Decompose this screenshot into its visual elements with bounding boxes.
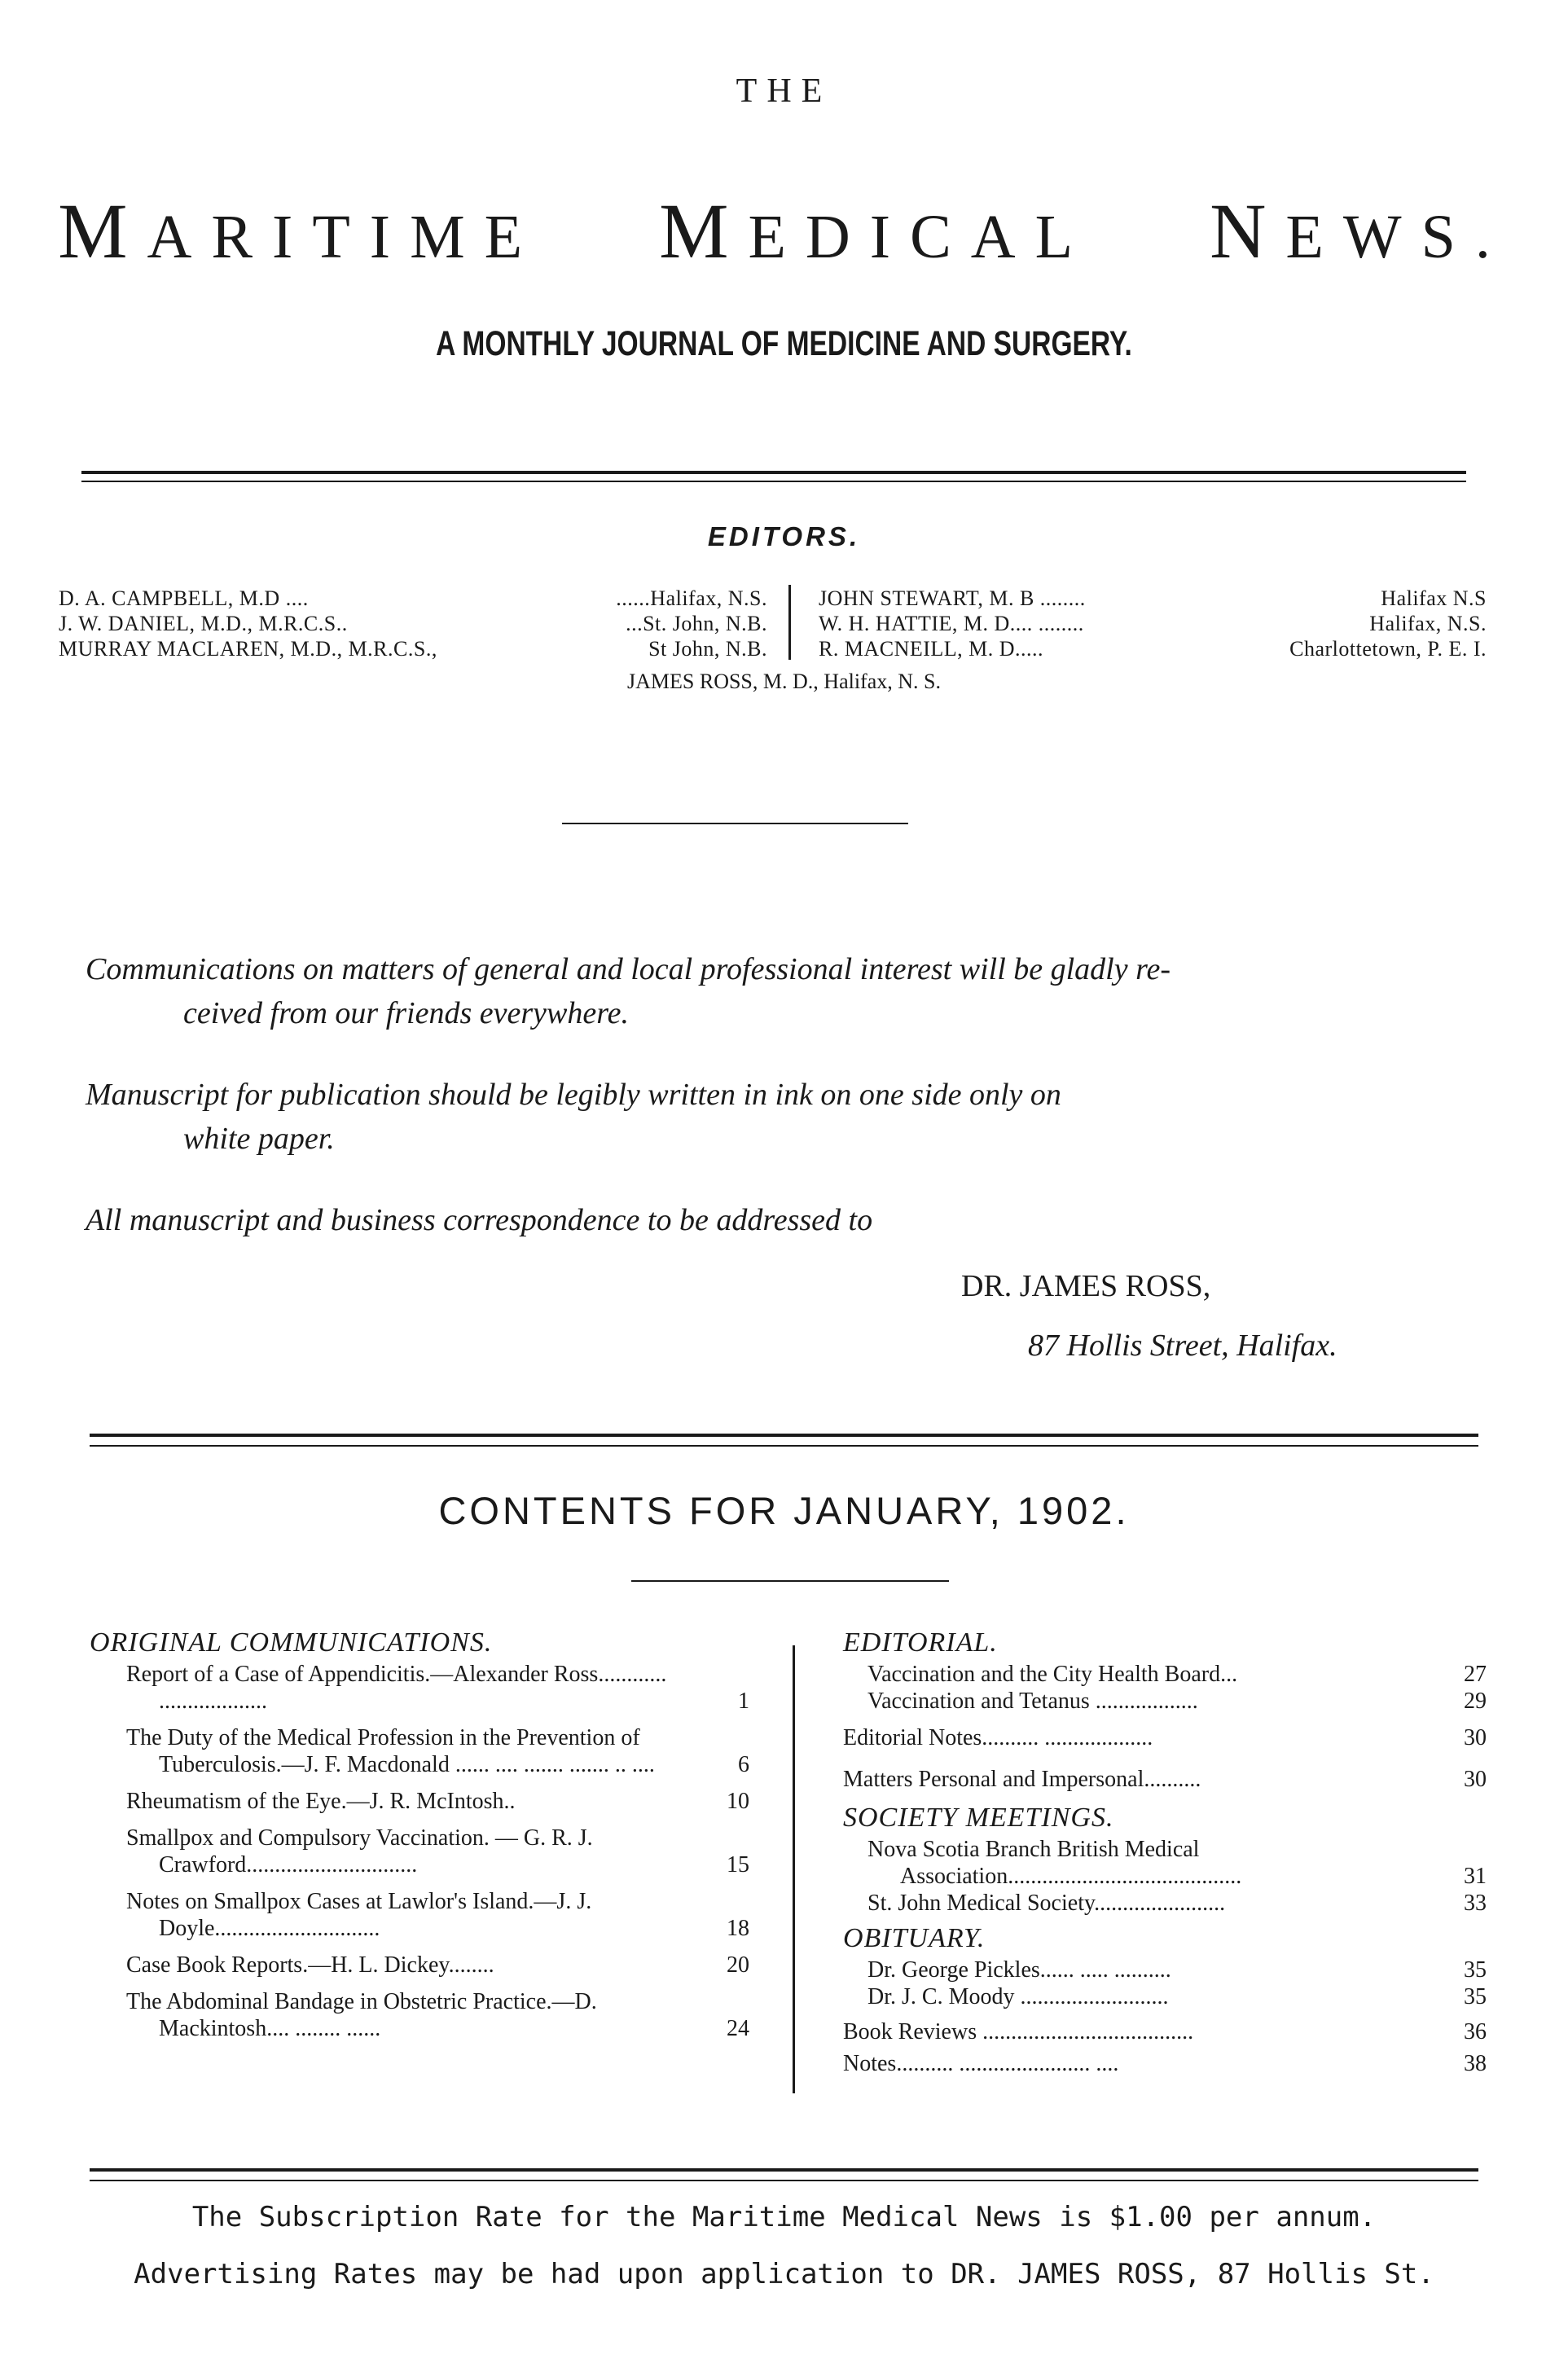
toc-entry: Matters Personal and Impersonal.......... 30 [843, 1767, 1487, 1792]
footer-advertising: Advertising Rates may be had upon application to DR. JAMES ROSS, 87 Hollis St. [134, 2258, 1434, 2290]
editor-entry: MURRAY MACLAREN, M.D., M.R.C.S., St John, N.B. [59, 637, 767, 661]
journal-the: THE [736, 72, 832, 110]
section-society-meetings: SOCIETY MEETINGS. [843, 1803, 1114, 1833]
short-rule [631, 1580, 949, 1582]
contents-right-column [843, 1629, 1487, 2077]
contents-divider [793, 1645, 795, 2093]
footer-subscription: The Subscription Rate for the Maritime Medical News is $1.00 per annum. [191, 2201, 1377, 2233]
editor-entry-last: JAMES ROSS, M. D., Halifax, N. S. [627, 670, 941, 693]
notice-manuscript: Manuscript for publication should be legibly written in ink on one side only on white paper. [86, 1078, 1061, 1156]
divider-rule [90, 2180, 1478, 2181]
journal-title [0, 186, 1568, 276]
divider-rule [90, 2168, 1478, 2172]
short-rule [562, 823, 908, 824]
editors-heading: EDITORS. [707, 521, 861, 551]
toc-entry: Case Book Reports.—H. L. Dickey........ 20 [126, 1952, 749, 1978]
toc-entry: Nova Scotia Branch British Medical Association......................................... 31 [867, 1837, 1487, 1889]
divider-rule [90, 1445, 1478, 1447]
title-word-2: MEDICAL [659, 187, 1093, 274]
divider-rule [81, 471, 1466, 474]
divider-rule [81, 481, 1466, 482]
toc-entry: Vaccination and the City Health Board... 27 [867, 1662, 1487, 1687]
contents-heading: CONTENTS FOR JANUARY, 1902. [438, 1489, 1130, 1532]
address-street: 87 Hollis Street, Halifax. [1028, 1329, 1337, 1363]
editor-entry: D. A. CAMPBELL, M.D .... ......Halifax, N.S. [59, 586, 767, 610]
editor-entry: R. MACNEILL, M. D..... Charlottetown, P. E. I. [819, 637, 1487, 661]
toc-entry: Report of a Case of Appendicitis.—Alexander Ross............ ................... 1 [126, 1662, 749, 1714]
editor-entry: JOHN STEWART, M. B ........ Halifax N.S [819, 586, 1487, 610]
toc-entry: Notes on Smallpox Cases at Lawlor's Island.—J. J. Doyle............................. 18 [126, 1889, 749, 1941]
divider-rule [90, 1434, 1478, 1437]
contents-left-column [90, 1629, 749, 2052]
toc-entry: The Abdominal Bandage in Obstetric Practice.—D. Mackintosh.... ........ ...... 24 [126, 1989, 749, 2041]
notice-communications: Communications on matters of general and local professional interest will be gladly re- ceived from our friends everywhere. [86, 952, 1171, 1030]
toc-entry: Vaccination and Tetanus .................. 29 [867, 1689, 1487, 1714]
toc-entry: St. John Medical Society....................... 33 [867, 1891, 1487, 1916]
section-editorial: EDITORIAL. [843, 1627, 998, 1658]
title-word-3: NEWS. [1210, 187, 1510, 274]
title-word-1: MARITIME [58, 187, 542, 274]
toc-entry: Dr. George Pickles...... ..... .......... 35 [867, 1957, 1487, 1983]
section-original-communications: ORIGINAL COMMUNICATIONS. [90, 1627, 493, 1658]
toc-entry: Smallpox and Compulsory Vaccination. — G. R. J. Crawford.............................. 15 [126, 1825, 749, 1877]
toc-entry: Dr. J. C. Moody .......................... 35 [867, 1984, 1487, 2009]
address-name: DR. JAMES ROSS, [961, 1269, 1211, 1303]
toc-entry: Editorial Notes.......... ................... 30 [843, 1725, 1487, 1750]
editors-right-column [819, 586, 1487, 662]
toc-entry: Notes.......... ....................... .... 38 [843, 2051, 1487, 2076]
notice-correspondence: All manuscript and business correspondence to be addressed to [86, 1203, 873, 1237]
editor-entry: W. H. HATTIE, M. D.... ........ Halifax, N.S. [819, 612, 1487, 635]
section-obituary: OBITUARY. [843, 1923, 986, 1953]
toc-entry: The Duty of the Medical Profession in the Prevention of Tuberculosis.—J. F. Macdonald ...... .... ....... ....... .. .... 6 [126, 1725, 749, 1777]
editors-left-column [59, 586, 767, 662]
journal-subtitle: A MONTHLY JOURNAL OF MEDICINE AND SURGERY. [436, 324, 1132, 363]
toc-entry: Book Reviews ..................................... 36 [843, 2019, 1487, 2044]
toc-entry: Rheumatism of the Eye.—J. R. McIntosh.. 10 [126, 1789, 749, 1814]
editor-entry: J. W. DANIEL, M.D., M.R.C.S.. ...St. John, N.B. [59, 612, 767, 635]
editors-divider [788, 585, 791, 660]
